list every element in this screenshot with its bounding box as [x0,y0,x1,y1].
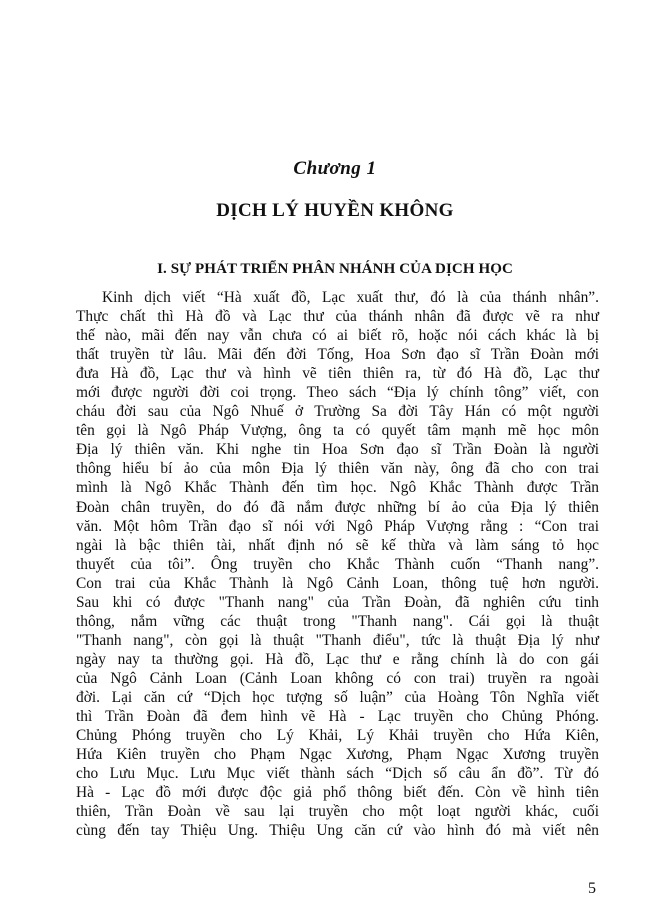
text-line: Chủng Phóng truyền cho Lý Khải, Lý Khải truyền cho Hứa Kiên, [76,727,599,745]
text-line: thì Trần Đoàn đã đem hình vẽ Hà - Lạc truyền cho Chủng Phóng. [76,708,599,726]
text-line: Kinh dịch viết “Hà xuất đồ, Lạc xuất thư, đó là của thánh nhân”. [102,289,599,306]
text-line: thế nào, mãi đến nay vẫn chưa có ai biết rõ, hoặc nói cách khác là bị [76,327,599,345]
text-line: mới được người đời coi trọng. Theo sách “Địa lý chính tông” viết, con [76,384,599,402]
text-line: đời. Lại căn cứ “Dịch học tượng số luận” của Hoàng Tôn Nghĩa viết [76,688,599,706]
text-line: cháu đời sau của Ngô Nhuế ở Trường Sa đời Tây Hán có một người [76,403,599,421]
text-line: thuyết của tôi”. Ông truyền cho Khắc Thành cuốn “Thanh nang”. [76,555,599,573]
section-heading: I. SỰ PHÁT TRIỂN PHÂN NHÁNH CỦA DỊCH HỌC [157,261,513,277]
text-line: Sau khi có được "Thanh nang" của Trần Đoàn, đã nghiên cứu tinh [76,593,599,611]
text-line: Hà - Lạc đồ mới được độc giả phổ thông biết đến. Còn về hình tiên [76,784,599,802]
text-line: "Thanh nang", còn gọi là thuật "Thanh điểu", tức là thuật Địa lý như [76,631,599,649]
text-line: của Ngô Cảnh Loan (Cảnh Loan không có con trai) truyền ra ngoài [76,669,599,687]
chapter-label: Chương 1 [293,158,377,179]
chapter-title: DỊCH LÝ HUYỀN KHÔNG [216,200,454,221]
text-line: Thực chất thì Hà đồ và Lạc thư của thánh nhân đã được vẽ ra như [76,308,599,326]
text-line: cùng đến tay Thiệu Ung. Thiệu Ung căn cứ vào hình đó mà viết nên [76,822,599,840]
text-line: Đoàn chân truyền, do đó đã nắm được những bí ảo của Địa lý thiên [76,498,599,516]
text-line: Con trai của Khắc Thành là Ngô Cảnh Loan, thông tuệ hơn người. [76,574,599,592]
text-line: tên gọi là Ngô Pháp Vượng, ông ta có quyết tâm mạnh mẽ học môn [76,422,599,440]
text-line: Hứa Kiên truyền cho Phạm Ngạc Xương, Phạm Ngạc Xương truyền [76,746,599,764]
text-line: thất truyền từ lâu. Mãi đến đời Tống, Hoa Sơn đạo sĩ Trần Đoàn mới [76,346,599,364]
text-line: ngài là bậc thiên tài, nhất định nó sẽ kế thừa và làm sáng tỏ học [76,536,599,554]
text-line: thông, nắm vững các thuật trong "Thanh nang". Cái gọi là thuật [76,612,599,630]
text-line: Địa lý thiên văn. Khi nghe tin Hoa Sơn đạo sĩ Trần Đoàn là người [76,441,599,459]
body-paragraph [76,288,599,840]
text-line: ngày nay ta thường gọi. Hà đồ, Lạc thư e rằng chính là do con gái [76,650,599,668]
text-line: mình là Ngô Khắc Thành đến tìm học. Ngô Khắc Thành được Trần [76,479,599,497]
text-line: cho Lưu Mục. Lưu Mục viết thành sách “Dịch số câu ẩn đồ”. Từ đó [76,765,599,783]
page-number: 5 [588,880,596,897]
text-line: thông hiểu bí ảo của môn Địa lý thiên văn này, ông đã cho con trai [76,460,599,478]
text-line: văn. Một hôm Trần đạo sĩ nói với Ngô Pháp Vượng rằng : “Con trai [76,517,599,535]
text-line: thiên, Trần Đoàn về sau lại truyền cho một loạt người khác, cuối [76,803,599,821]
text-line: đưa Hà đồ, Lạc thư và hình vẽ tiên thiên ra, từ đó Hà đồ, Lạc thư [76,365,599,383]
